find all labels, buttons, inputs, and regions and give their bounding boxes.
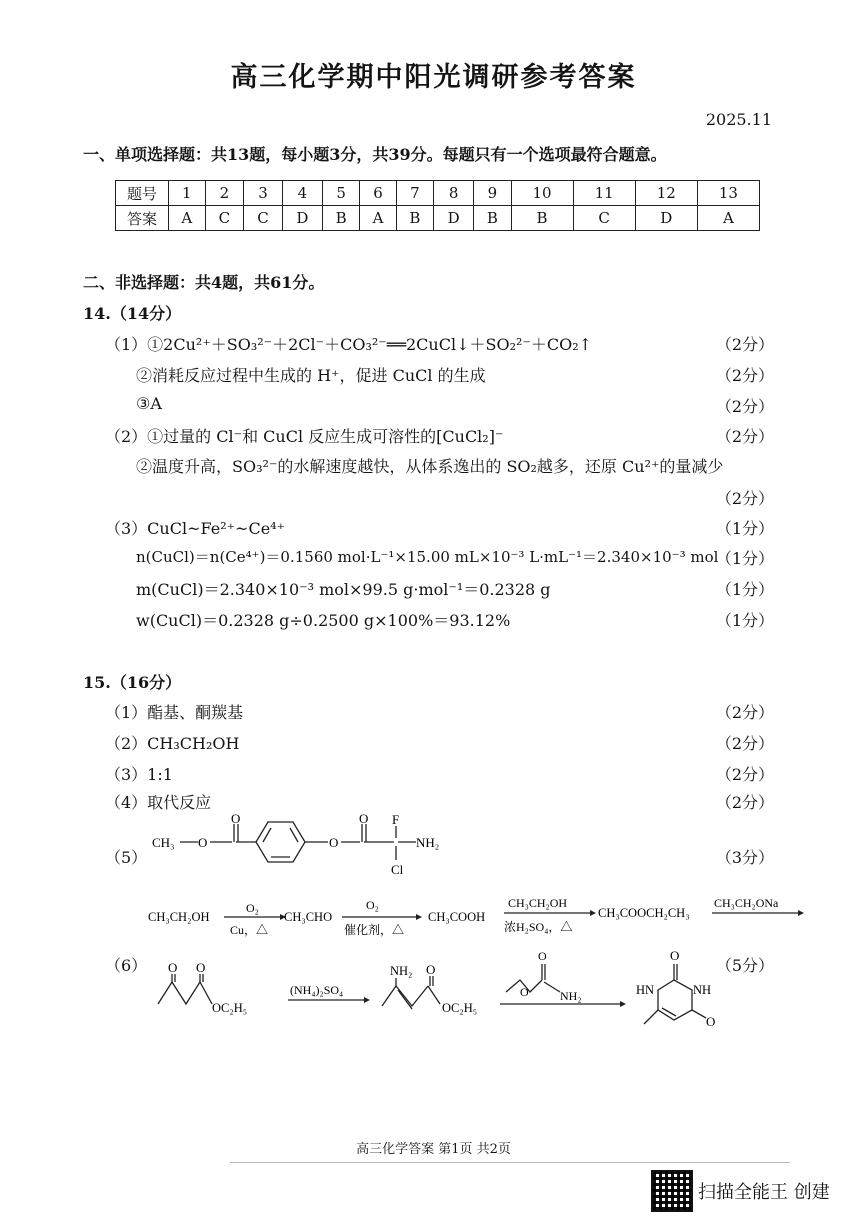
table-cell: A	[360, 206, 397, 231]
reagent: CH₃CH₂ONa	[714, 896, 779, 910]
reagent: O₂	[366, 898, 379, 912]
table-cell: 5	[323, 181, 360, 206]
q15-score: （2分）	[715, 703, 774, 722]
table-cell: 10	[511, 181, 573, 206]
table-cell: 13	[697, 181, 759, 206]
structure-label: O	[198, 835, 208, 850]
structure-label: Cl	[391, 862, 404, 877]
structure-label: NH₂	[416, 835, 440, 850]
table-cell: D	[434, 206, 474, 231]
structure-label: O	[520, 985, 529, 999]
section2-heading: 二、非选择题：共4题，共61分。	[83, 273, 325, 292]
compound: CH₃CHO	[284, 910, 333, 924]
table-cell: C	[244, 206, 283, 231]
table-cell: 12	[635, 181, 697, 206]
q15-part5-score: （3分）	[715, 848, 774, 867]
table-cell: B	[474, 206, 511, 231]
q14-score: （1分）	[715, 580, 774, 599]
table-cell: C	[573, 206, 635, 231]
page-title: 高三化学期中阳光调研参考答案	[230, 62, 637, 93]
structure-label: OC₂H₅	[212, 1001, 248, 1015]
q15-line: （3）1:1	[105, 765, 173, 784]
answer-table	[115, 180, 760, 231]
q14-line: n(CuCl)＝n(Ce⁴⁺)＝0.1560 mol·L⁻¹×15.00 mL×10⁻³ L·mL⁻¹＝2.340×10⁻³ mol	[136, 548, 719, 566]
page-footer: 高三化学答案 第1页 共2页	[356, 1142, 511, 1157]
table-cell: 11	[573, 181, 635, 206]
q14-score: （1分）	[715, 519, 774, 538]
condition: 催化剂，△	[344, 923, 405, 937]
compound: CH₃CH₂OH	[148, 910, 210, 924]
qr-code-icon	[651, 1170, 693, 1212]
q15-line: （1）酯基、酮羰基	[105, 703, 244, 722]
table-cell: 1	[169, 181, 206, 206]
structure-label: O	[670, 948, 680, 963]
q14-score: （2分）	[715, 427, 774, 446]
structure-label: OC₂H₅	[442, 1001, 478, 1015]
q15-part6-label: （6）	[105, 956, 148, 975]
section1-heading: 一、单项选择题：共13题，每小题3分，共39分。每题只有一个选项最符合题意。	[83, 145, 667, 164]
structure-label: O	[538, 949, 547, 963]
table-row-numbers	[116, 181, 760, 206]
structure-label: NH₂	[560, 989, 582, 1003]
synthesis-route-1	[148, 893, 808, 945]
table-cell: B	[396, 206, 433, 231]
reagent: CH₃CH₂OH	[508, 896, 568, 910]
date: 2025.11	[705, 110, 772, 129]
structure-label: HN	[636, 983, 655, 997]
table-row-label: 题号	[116, 181, 169, 206]
structure-label: NH	[693, 983, 712, 997]
structure-label: O	[196, 960, 206, 975]
q15-score: （2分）	[715, 793, 774, 812]
q15-score: （2分）	[715, 765, 774, 784]
q14-line: （3）CuCl~Fe²⁺~Ce⁴⁺	[105, 519, 286, 538]
q15-header: 15.（16分）	[83, 673, 182, 692]
q14-line: （2）①过量的 Cl⁻和 CuCl 反应生成可溶性的[CuCl₂]⁻	[105, 427, 504, 446]
table-cell: 4	[282, 181, 322, 206]
reagent: O₂	[246, 901, 259, 915]
table-cell: 3	[244, 181, 283, 206]
table-cell: C	[205, 206, 244, 231]
table-cell: A	[697, 206, 759, 231]
structure-label: O	[329, 835, 339, 850]
scanner-watermark: 扫描全能王 创建	[698, 1182, 830, 1203]
q15-part6-score: （5分）	[715, 956, 774, 975]
q14-score: （1分）	[715, 549, 774, 568]
q14-header: 14.（14分）	[83, 304, 182, 323]
structure-label: O	[359, 812, 369, 826]
compound: CH₃COOCH₂CH₃	[598, 906, 690, 920]
table-cell: B	[323, 206, 360, 231]
q14-score: （2分）	[715, 335, 774, 354]
q14-line: （1）①2Cu²⁺＋SO₃²⁻＋2Cl⁻＋CO₃²⁻══2CuCl↓＋SO₂²⁻＋CO₂↑	[105, 335, 593, 354]
table-cell: 6	[360, 181, 397, 206]
table-cell: 2	[205, 181, 244, 206]
q14-line: w(CuCl)＝0.2328 g÷0.2500 g×100%＝93.12%	[136, 611, 511, 630]
synthesis-route-2	[150, 942, 740, 1037]
structure-label: F	[392, 812, 400, 827]
q15-line: （4）取代反应	[105, 793, 212, 812]
q14-line: ②温度升高，SO₃²⁻的水解速度越快，从体系逸出的 SO₂越多，还原 Cu²⁺的量减少	[136, 457, 724, 476]
q15-score: （2分）	[715, 734, 774, 753]
structure-label: O	[168, 960, 178, 975]
table-cell: A	[169, 206, 206, 231]
q14-line: ③A	[136, 394, 162, 413]
q15-part5-label: （5）	[105, 848, 148, 867]
footer-divider	[230, 1162, 790, 1163]
condition: 浓H₂SO₄，△	[504, 920, 573, 934]
q15-line: （2）CH₃CH₂OH	[105, 734, 240, 753]
structure-label: O	[426, 962, 436, 977]
q14-score: （2分）	[715, 366, 774, 385]
structure-5	[148, 812, 448, 887]
q14-score: （2分）	[715, 489, 774, 508]
q14-score: （1分）	[715, 611, 774, 630]
table-cell: 8	[434, 181, 474, 206]
reagent: (NH₄)₂SO₄	[290, 983, 344, 997]
table-cell: B	[511, 206, 573, 231]
condition: Cu，△	[230, 923, 269, 937]
table-cell: D	[282, 206, 322, 231]
structure-label: O	[706, 1014, 716, 1029]
structure-label: NH₂	[390, 964, 413, 978]
table-cell: 9	[474, 181, 511, 206]
table-cell: D	[635, 206, 697, 231]
compound: CH₃COOH	[428, 910, 486, 924]
q14-line: m(CuCl)＝2.340×10⁻³ mol×99.5 g·mol⁻¹＝0.2328 g	[136, 580, 551, 599]
table-row-label: 答案	[116, 206, 169, 231]
q14-score: （2分）	[715, 397, 774, 416]
structure-label: O	[231, 812, 241, 826]
table-row-answers	[116, 206, 760, 231]
structure-label: CH₃	[152, 835, 175, 850]
q14-line: ②消耗反应过程中生成的 H⁺，促进 CuCl 的生成	[136, 366, 486, 385]
table-cell: 7	[396, 181, 433, 206]
